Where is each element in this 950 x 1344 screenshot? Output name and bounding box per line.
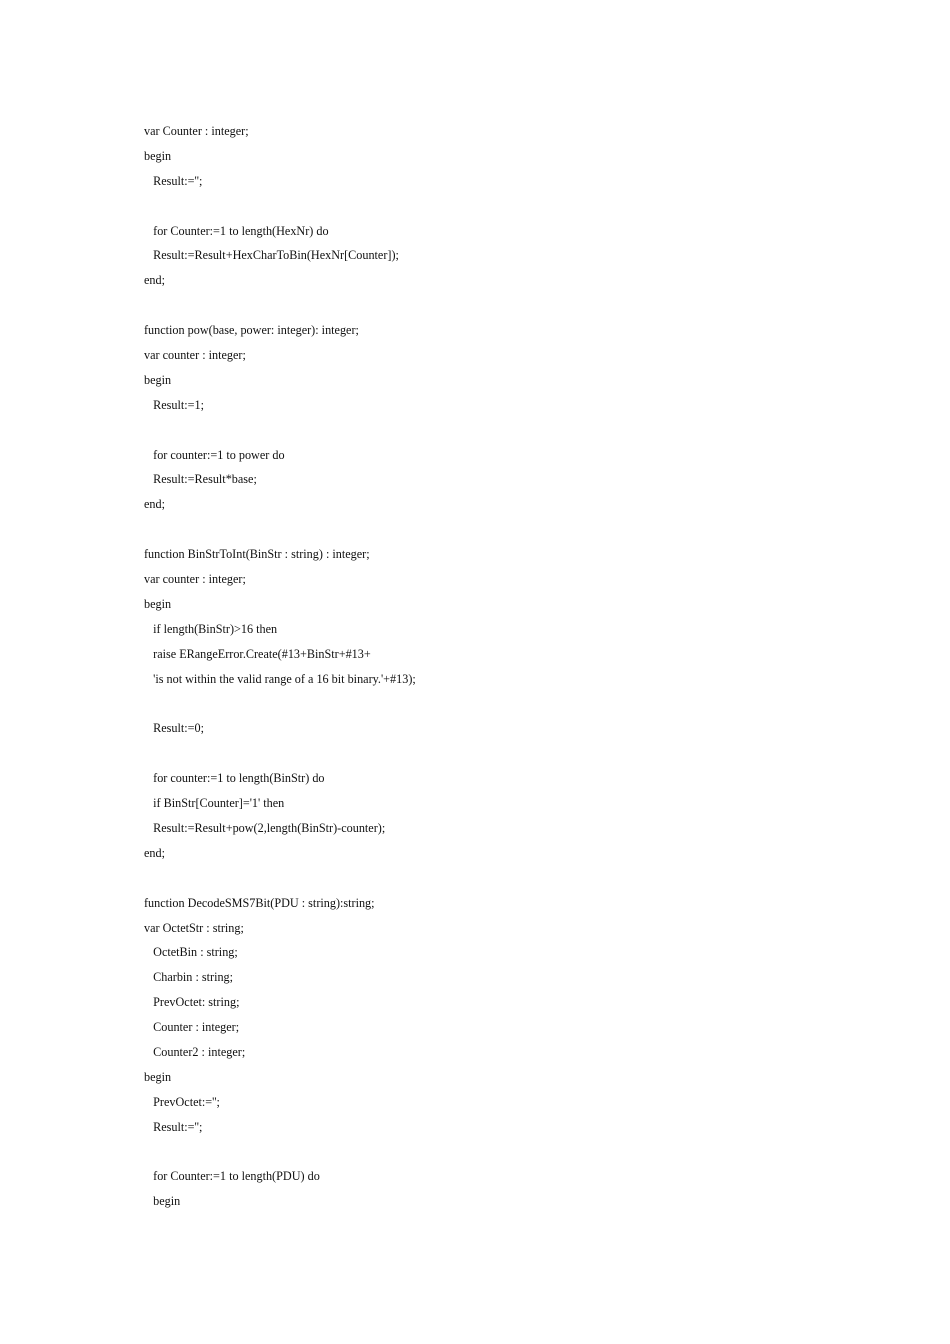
code-line: end; [144, 845, 165, 860]
code-line: function DecodeSMS7Bit(PDU : string):string; [144, 895, 375, 910]
code-line: Result:=Result+pow(2,length(BinStr)-counter); [144, 820, 386, 835]
code-line: begin [144, 148, 172, 163]
code-line: PrevOctet: string; [144, 995, 240, 1010]
code-line: var counter : integer; [144, 348, 246, 363]
code-line: for Counter:=1 to length(HexNr) do [144, 223, 329, 238]
code-blank-line [144, 866, 416, 891]
code-line: OctetBin : string; [144, 945, 238, 960]
code-line: Result:=1; [144, 397, 205, 412]
code-blank-line [144, 517, 416, 542]
code-line: function BinStrToInt(BinStr : string) : integer; [144, 547, 370, 562]
code-line: Result:=Result*base; [144, 472, 257, 487]
code-blank-line [144, 194, 416, 219]
code-line: Charbin : string; [144, 970, 234, 985]
code-line: end; [144, 273, 165, 288]
code-line: raise ERangeError.Create(#13+BinStr+#13+ [144, 646, 371, 661]
code-listing [144, 119, 416, 1214]
code-line: 'is not within the valid range of a 16 bit binary.'+#13); [144, 671, 416, 686]
code-line: Result:=''; [144, 173, 203, 188]
code-line: for counter:=1 to power do [144, 447, 285, 462]
code-line: Counter : integer; [144, 1020, 240, 1035]
code-line: Result:=0; [144, 721, 205, 736]
code-line: begin [144, 372, 172, 387]
code-line: Counter2 : integer; [144, 1044, 246, 1059]
code-line: begin [144, 1194, 181, 1209]
code-line: begin [144, 1069, 172, 1084]
code-line: var counter : integer; [144, 572, 246, 587]
code-line: if length(BinStr)>16 then [144, 621, 278, 636]
code-blank-line [144, 418, 416, 443]
code-line: end; [144, 497, 165, 512]
code-line: Result:=''; [144, 1119, 203, 1134]
code-line: PrevOctet:=''; [144, 1094, 220, 1109]
code-blank-line [144, 1140, 416, 1165]
code-line: function pow(base, power: integer): integer; [144, 323, 359, 338]
code-line: begin [144, 596, 172, 611]
code-line: for Counter:=1 to length(PDU) do [144, 1169, 320, 1184]
code-line: var Counter : integer; [144, 124, 249, 138]
code-line: var OctetStr : string; [144, 920, 244, 935]
code-blank-line [144, 691, 416, 716]
code-line: Result:=Result+HexCharToBin(HexNr[Counter]); [144, 248, 399, 263]
code-line: if BinStr[Counter]='1' then [144, 796, 285, 811]
code-line: for counter:=1 to length(BinStr) do [144, 771, 325, 786]
code-blank-line [144, 741, 416, 766]
code-blank-line [144, 293, 416, 318]
